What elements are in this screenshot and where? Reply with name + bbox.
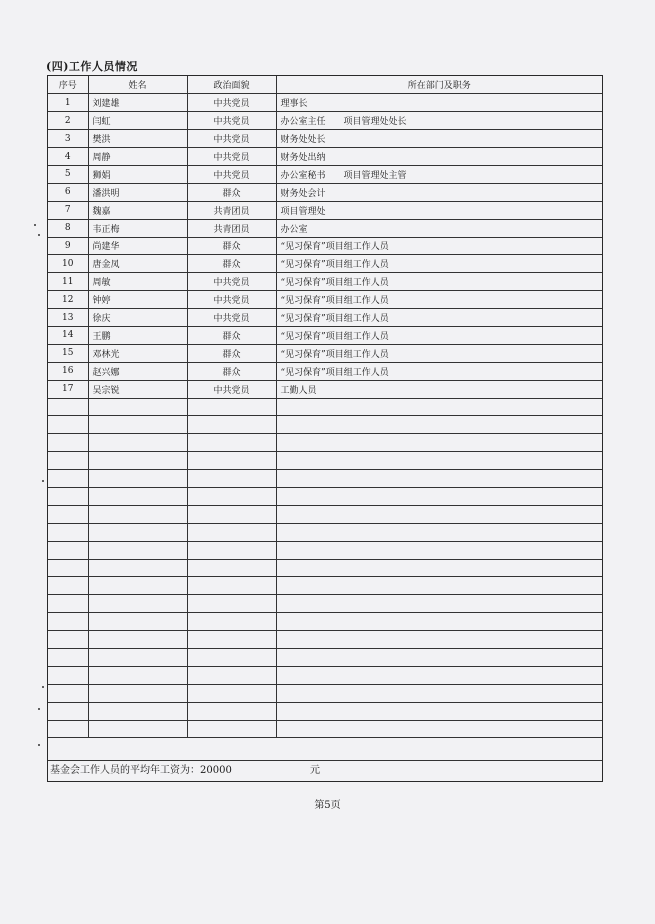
cell-department: “见习保育”项目组工作人员 (276, 344, 602, 362)
cell-index (48, 434, 88, 452)
cell-political (187, 398, 276, 416)
cell-department: 办公室主任 项目管理处处长 (276, 112, 602, 130)
cell-department (276, 487, 602, 505)
empty-table-row (48, 631, 602, 649)
cell-name: 韦正梅 (88, 219, 187, 237)
cell-index (48, 720, 88, 738)
cell-index (48, 487, 88, 505)
cell-political (187, 487, 276, 505)
cell-department: 办公室 (276, 219, 602, 237)
column-header-index: 序号 (48, 76, 88, 94)
cell-name: 樊洪 (88, 130, 187, 148)
cell-name: 邓林光 (88, 344, 187, 362)
table-row (48, 201, 602, 219)
cell-name (88, 523, 187, 541)
cell-index (48, 666, 88, 684)
cell-political: 群众 (187, 326, 276, 344)
cell-name: 尚建华 (88, 237, 187, 255)
staff-table (48, 76, 602, 738)
cell-political: 群众 (187, 344, 276, 362)
cell-name (88, 720, 187, 738)
cell-political: 中共党员 (187, 165, 276, 183)
empty-table-row (48, 559, 602, 577)
cell-political (187, 666, 276, 684)
scan-speck (38, 708, 40, 710)
cell-name (88, 452, 187, 470)
table-row (48, 326, 602, 344)
column-header-name: 姓名 (88, 76, 187, 94)
cell-index: 6 (48, 183, 88, 201)
cell-index (48, 702, 88, 720)
table-row (48, 273, 602, 291)
cell-index (48, 613, 88, 631)
cell-index: 10 (48, 255, 88, 273)
cell-political (187, 559, 276, 577)
cell-name (88, 434, 187, 452)
cell-name (88, 541, 187, 559)
cell-name: 周敏 (88, 273, 187, 291)
cell-department: “见习保育”项目组工作人员 (276, 237, 602, 255)
column-header-political: 政治面貌 (187, 76, 276, 94)
cell-political: 群众 (187, 362, 276, 380)
cell-name (88, 505, 187, 523)
cell-political: 共青团员 (187, 219, 276, 237)
empty-table-row (48, 434, 602, 452)
cell-department (276, 595, 602, 613)
cell-index (48, 649, 88, 667)
cell-name: 闫虹 (88, 112, 187, 130)
cell-index (48, 505, 88, 523)
empty-table-row (48, 487, 602, 505)
empty-table-row (48, 649, 602, 667)
cell-political: 群众 (187, 255, 276, 273)
cell-index (48, 398, 88, 416)
scan-speck (34, 224, 36, 226)
cell-name: 赵兴娜 (88, 362, 187, 380)
cell-name (88, 416, 187, 434)
cell-index (48, 559, 88, 577)
cell-department (276, 720, 602, 738)
cell-department: “见习保育”项目组工作人员 (276, 291, 602, 309)
cell-department: 项目管理处 (276, 201, 602, 219)
cell-index: 8 (48, 219, 88, 237)
cell-political (187, 684, 276, 702)
cell-index (48, 631, 88, 649)
section-title: (四)工作人员情况 (46, 60, 138, 73)
table-row (48, 94, 602, 112)
cell-name (88, 559, 187, 577)
cell-department (276, 416, 602, 434)
cell-political (187, 434, 276, 452)
empty-table-row (48, 452, 602, 470)
average-salary-label: 基金会工作人员的平均年工资为：20000 (50, 765, 232, 776)
cell-name: 徐庆 (88, 309, 187, 327)
table-row (48, 237, 602, 255)
cell-department: 工勤人员 (276, 380, 602, 398)
cell-index: 9 (48, 237, 88, 255)
cell-department (276, 452, 602, 470)
cell-index: 3 (48, 130, 88, 148)
cell-political (187, 541, 276, 559)
cell-name (88, 595, 187, 613)
cell-index: 14 (48, 326, 88, 344)
table-row (48, 362, 602, 380)
empty-table-row (48, 398, 602, 416)
cell-political: 中共党员 (187, 94, 276, 112)
cell-political (187, 577, 276, 595)
cell-political: 中共党员 (187, 130, 276, 148)
table-row (48, 219, 602, 237)
cell-name (88, 666, 187, 684)
cell-name: 周静 (88, 148, 187, 166)
cell-name: 魏嘉 (88, 201, 187, 219)
table-row (48, 344, 602, 362)
cell-department (276, 523, 602, 541)
cell-index: 4 (48, 148, 88, 166)
scan-speck (42, 480, 44, 482)
page-number: 第5页 (314, 800, 341, 811)
cell-name: 潘洪明 (88, 183, 187, 201)
cell-political (187, 505, 276, 523)
cell-name (88, 684, 187, 702)
cell-political (187, 720, 276, 738)
cell-department: 财务处出纳 (276, 148, 602, 166)
cell-department (276, 577, 602, 595)
cell-index (48, 684, 88, 702)
cell-name: 吴宗锐 (88, 380, 187, 398)
cell-department: “见习保育”项目组工作人员 (276, 362, 602, 380)
cell-name: 刘建雄 (88, 94, 187, 112)
cell-political (187, 613, 276, 631)
cell-department (276, 702, 602, 720)
table-header-row (48, 76, 602, 94)
cell-index (48, 416, 88, 434)
cell-index (48, 595, 88, 613)
table-row (48, 255, 602, 273)
cell-name (88, 398, 187, 416)
empty-table-row (48, 684, 602, 702)
cell-index: 13 (48, 309, 88, 327)
cell-political (187, 595, 276, 613)
cell-index: 1 (48, 94, 88, 112)
cell-index: 15 (48, 344, 88, 362)
cell-name (88, 613, 187, 631)
salary-unit: 元 (310, 765, 320, 776)
table-row (48, 183, 602, 201)
cell-name (88, 631, 187, 649)
cell-department: “见习保育”项目组工作人员 (276, 309, 602, 327)
table-row (48, 130, 602, 148)
cell-department (276, 684, 602, 702)
column-header-department: 所在部门及职务 (276, 76, 602, 94)
cell-name (88, 649, 187, 667)
cell-department: “见习保育”项目组工作人员 (276, 273, 602, 291)
scan-speck (38, 234, 40, 236)
cell-index: 2 (48, 112, 88, 130)
cell-political: 群众 (187, 237, 276, 255)
cell-department (276, 649, 602, 667)
table-row (48, 380, 602, 398)
cell-department: 财务处会计 (276, 183, 602, 201)
table-row (48, 309, 602, 327)
cell-department: 办公室秘书 项目管理处主管 (276, 165, 602, 183)
cell-name: 王鹏 (88, 326, 187, 344)
cell-political (187, 523, 276, 541)
cell-index (48, 577, 88, 595)
cell-department: “见习保育”项目组工作人员 (276, 326, 602, 344)
empty-table-row (48, 523, 602, 541)
cell-department (276, 666, 602, 684)
cell-political (187, 416, 276, 434)
staff-table-frame (47, 75, 603, 782)
cell-political (187, 631, 276, 649)
cell-index (48, 541, 88, 559)
cell-index (48, 523, 88, 541)
cell-political: 中共党员 (187, 291, 276, 309)
cell-political (187, 702, 276, 720)
table-row (48, 148, 602, 166)
cell-name (88, 470, 187, 488)
cell-name: 狮娟 (88, 165, 187, 183)
cell-name (88, 487, 187, 505)
cell-department (276, 434, 602, 452)
cell-department (276, 470, 602, 488)
cell-index: 12 (48, 291, 88, 309)
scan-speck (42, 686, 44, 688)
cell-political: 中共党员 (187, 112, 276, 130)
cell-department (276, 559, 602, 577)
empty-table-row (48, 720, 602, 738)
empty-table-row (48, 470, 602, 488)
cell-department (276, 505, 602, 523)
cell-political: 共青团员 (187, 201, 276, 219)
cell-department: 理事长 (276, 94, 602, 112)
empty-table-row (48, 541, 602, 559)
cell-political: 中共党员 (187, 273, 276, 291)
cell-political: 群众 (187, 183, 276, 201)
empty-table-row (48, 702, 602, 720)
empty-table-row (48, 416, 602, 434)
cell-index: 11 (48, 273, 88, 291)
cell-political (187, 470, 276, 488)
cell-political (187, 452, 276, 470)
empty-table-row (48, 505, 602, 523)
cell-political: 中共党员 (187, 309, 276, 327)
cell-index: 7 (48, 201, 88, 219)
cell-department: 财务处处长 (276, 130, 602, 148)
cell-political: 中共党员 (187, 380, 276, 398)
empty-table-row (48, 666, 602, 684)
cell-department: “见习保育”项目组工作人员 (276, 255, 602, 273)
cell-name: 钟婷 (88, 291, 187, 309)
empty-table-row (48, 595, 602, 613)
cell-political: 中共党员 (187, 148, 276, 166)
cell-department (276, 631, 602, 649)
cell-index: 16 (48, 362, 88, 380)
cell-department (276, 398, 602, 416)
table-row (48, 291, 602, 309)
cell-index (48, 452, 88, 470)
empty-table-row (48, 613, 602, 631)
empty-table-row (48, 577, 602, 595)
cell-name: 唐金凤 (88, 255, 187, 273)
cell-index (48, 470, 88, 488)
cell-political (187, 649, 276, 667)
cell-department (276, 613, 602, 631)
table-row (48, 112, 602, 130)
cell-name (88, 702, 187, 720)
cell-department (276, 541, 602, 559)
average-salary-row (48, 760, 602, 781)
table-row (48, 165, 602, 183)
cell-index: 17 (48, 380, 88, 398)
cell-index: 5 (48, 165, 88, 183)
scan-speck (38, 744, 40, 746)
cell-name (88, 577, 187, 595)
